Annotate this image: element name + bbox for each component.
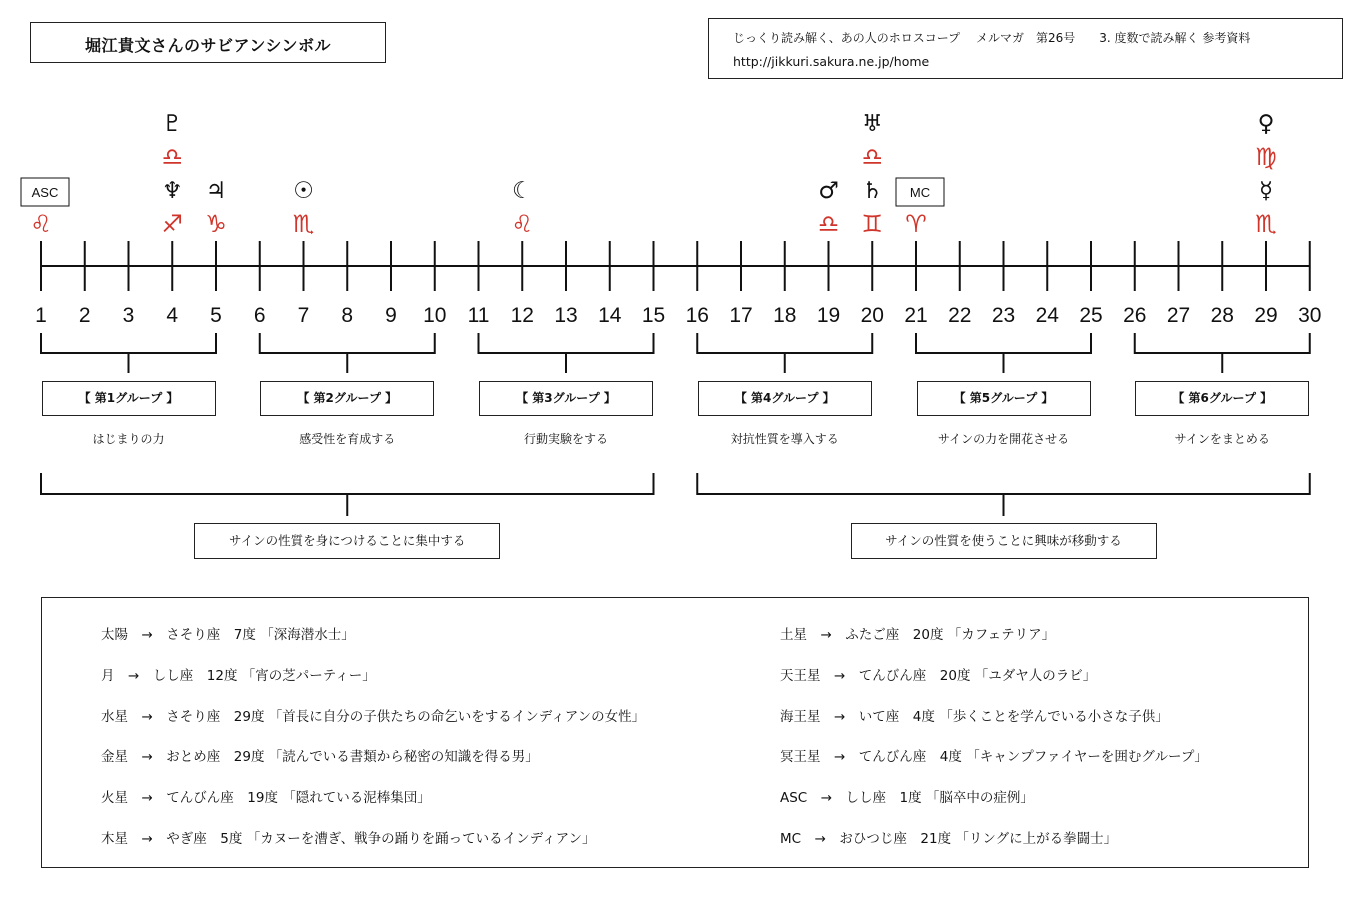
degree-label: 6	[253, 304, 266, 327]
degree-label: 3	[122, 304, 135, 327]
group-description: 対抗性質を導入する	[730, 432, 839, 446]
group-description: 感受性を育成する	[299, 432, 396, 446]
degree-label: 22	[948, 304, 972, 327]
group-bracket	[1135, 333, 1310, 373]
group-label: 【 第3グループ 】	[516, 391, 616, 405]
jupiter-icon: ♃	[205, 178, 227, 204]
degree-label: 10	[423, 304, 447, 327]
group-bracket	[41, 333, 216, 373]
legend-item: 天王星 → てんびん座 20度 「ユダヤ人のラビ」	[780, 667, 1097, 684]
legend-item: 木星 → やぎ座 5度 「カヌーを漕ぎ、戦争の踊りを踊っているインディアン」	[101, 831, 596, 847]
legend-item: 冥王星 → てんびん座 4度 「キャンプファイヤーを囲むグループ」	[780, 749, 1208, 766]
group-label: 【 第4グループ 】	[734, 391, 835, 405]
mars-icon: ♂	[818, 178, 839, 204]
uranus-icon: ♅	[861, 111, 883, 137]
pluto-icon: ♇	[161, 111, 183, 137]
group-label: 【 第1グループ 】	[78, 391, 179, 405]
group-label-box	[917, 381, 1091, 416]
legend-item: ASC → しし座 1度 「脳卒中の症例」	[780, 790, 1034, 807]
phase-bracket	[697, 473, 1310, 516]
phase-label: サインの性質を身につけることに集中する	[229, 533, 466, 548]
neptune-icon: ♆	[161, 178, 183, 204]
phase-label-box	[851, 523, 1157, 559]
libra-icon: ♎	[817, 210, 840, 238]
degree-label: 7	[297, 304, 310, 327]
degree-label: 28	[1210, 304, 1234, 327]
degree-label: 19	[816, 304, 841, 327]
phase-bracket	[41, 473, 654, 516]
degree-label: 23	[991, 304, 1016, 327]
group-label: 【 第6グループ 】	[1172, 391, 1273, 405]
degree-label: 2	[78, 304, 91, 327]
page-title: 堀江貴文さんのサビアンシンボル	[84, 36, 332, 55]
leo-icon: ♌	[30, 210, 52, 238]
group-label-box	[698, 381, 872, 416]
capricorn-icon: ♑	[205, 210, 227, 238]
scorpio-icon: ♏	[1255, 210, 1277, 238]
degree-label: 25	[1079, 304, 1103, 327]
moon-icon: ☾	[511, 178, 533, 204]
degree-label: 27	[1166, 304, 1191, 327]
degree-label: 5	[210, 304, 222, 327]
degree-label: 13	[554, 304, 578, 327]
legend-item: 海王星 → いて座 4度 「歩くことを学んでいる小さな子供」	[780, 708, 1169, 725]
group-label-box	[42, 381, 216, 416]
group-label-box	[1135, 381, 1309, 416]
group-description: 行動実験をする	[523, 432, 608, 446]
group-label: 【 第2グループ 】	[297, 391, 398, 405]
degree-label: 21	[904, 304, 928, 327]
group-label: 【 第5グループ 】	[953, 391, 1054, 405]
group-description: はじまりの力	[92, 432, 165, 446]
degree-label: 8	[341, 304, 354, 327]
phase-label: サインの性質を使うことに興味が移動する	[885, 533, 1122, 548]
legend-item: 火星 → てんびん座 19度 「隠れている泥棒集団」	[101, 790, 431, 807]
sun-icon: ☉	[293, 178, 314, 204]
source-description: じっくり読み解く、あの人のホロスコープ メルマガ 第26号 3. 度数で読み解く 参考資料	[733, 31, 1251, 45]
degree-label: 17	[729, 304, 753, 327]
point-label: ASC	[31, 185, 59, 200]
degree-label: 20	[860, 304, 884, 327]
group-description: サインの力を開花させる	[937, 432, 1070, 446]
group-bracket	[479, 333, 654, 373]
group-bracket	[916, 333, 1091, 373]
degree-label: 12	[510, 304, 534, 327]
group-description: サインをまとめる	[1174, 432, 1270, 446]
degree-label: 30	[1298, 304, 1322, 327]
sagittarius-icon: ♐	[161, 210, 184, 238]
mercury-icon: ☿	[1258, 178, 1274, 204]
libra-icon: ♎	[161, 143, 184, 171]
degree-label: 9	[385, 304, 397, 327]
source-url: http://jikkuri.sakura.ne.jp/home	[733, 54, 930, 69]
legend-item: 土星 → ふたご座 20度 「カフェテリア」	[780, 627, 1056, 643]
degree-label: 14	[598, 304, 622, 327]
legend-box	[41, 597, 1309, 868]
libra-icon: ♎	[861, 143, 884, 171]
legend-item: 月 → しし座 12度 「宵の芝パーティー」	[101, 667, 376, 684]
degree-label: 1	[35, 304, 47, 327]
saturn-icon: ♄	[861, 178, 883, 204]
legend-item: MC → おひつじ座 21度 「リングに上がる拳闘士」	[780, 831, 1118, 847]
group-bracket	[260, 333, 435, 373]
degree-label: 29	[1254, 304, 1278, 327]
group-bracket	[697, 333, 872, 373]
gemini-icon: ♊	[861, 210, 884, 238]
phase-label-box	[194, 523, 500, 559]
degree-label: 16	[685, 304, 709, 327]
leo-icon: ♌	[511, 210, 534, 238]
legend-item: 太陽 → さそり座 7度 「深海潜水士」	[101, 627, 355, 643]
aries-icon: ♈	[905, 210, 927, 238]
legend-item: 水星 → さそり座 29度 「首長に自分の子供たちの命乞いをするインディアンの女性」	[101, 708, 646, 725]
degree-label: 4	[166, 304, 179, 327]
group-label-box	[479, 381, 653, 416]
degree-label: 18	[773, 304, 797, 327]
degree-label: 24	[1035, 304, 1059, 327]
legend-item: 金星 → おとめ座 29度 「読んでいる書類から秘密の知識を得る男」	[101, 749, 539, 766]
group-label-box	[260, 381, 434, 416]
degree-label: 26	[1123, 304, 1147, 327]
virgo-icon: ♍	[1255, 143, 1277, 171]
point-label: MC	[909, 185, 931, 200]
scorpio-icon: ♏	[292, 210, 315, 238]
venus-icon: ♀	[1257, 111, 1275, 137]
degree-label: 15	[641, 304, 666, 327]
degree-label: 11	[467, 304, 490, 327]
